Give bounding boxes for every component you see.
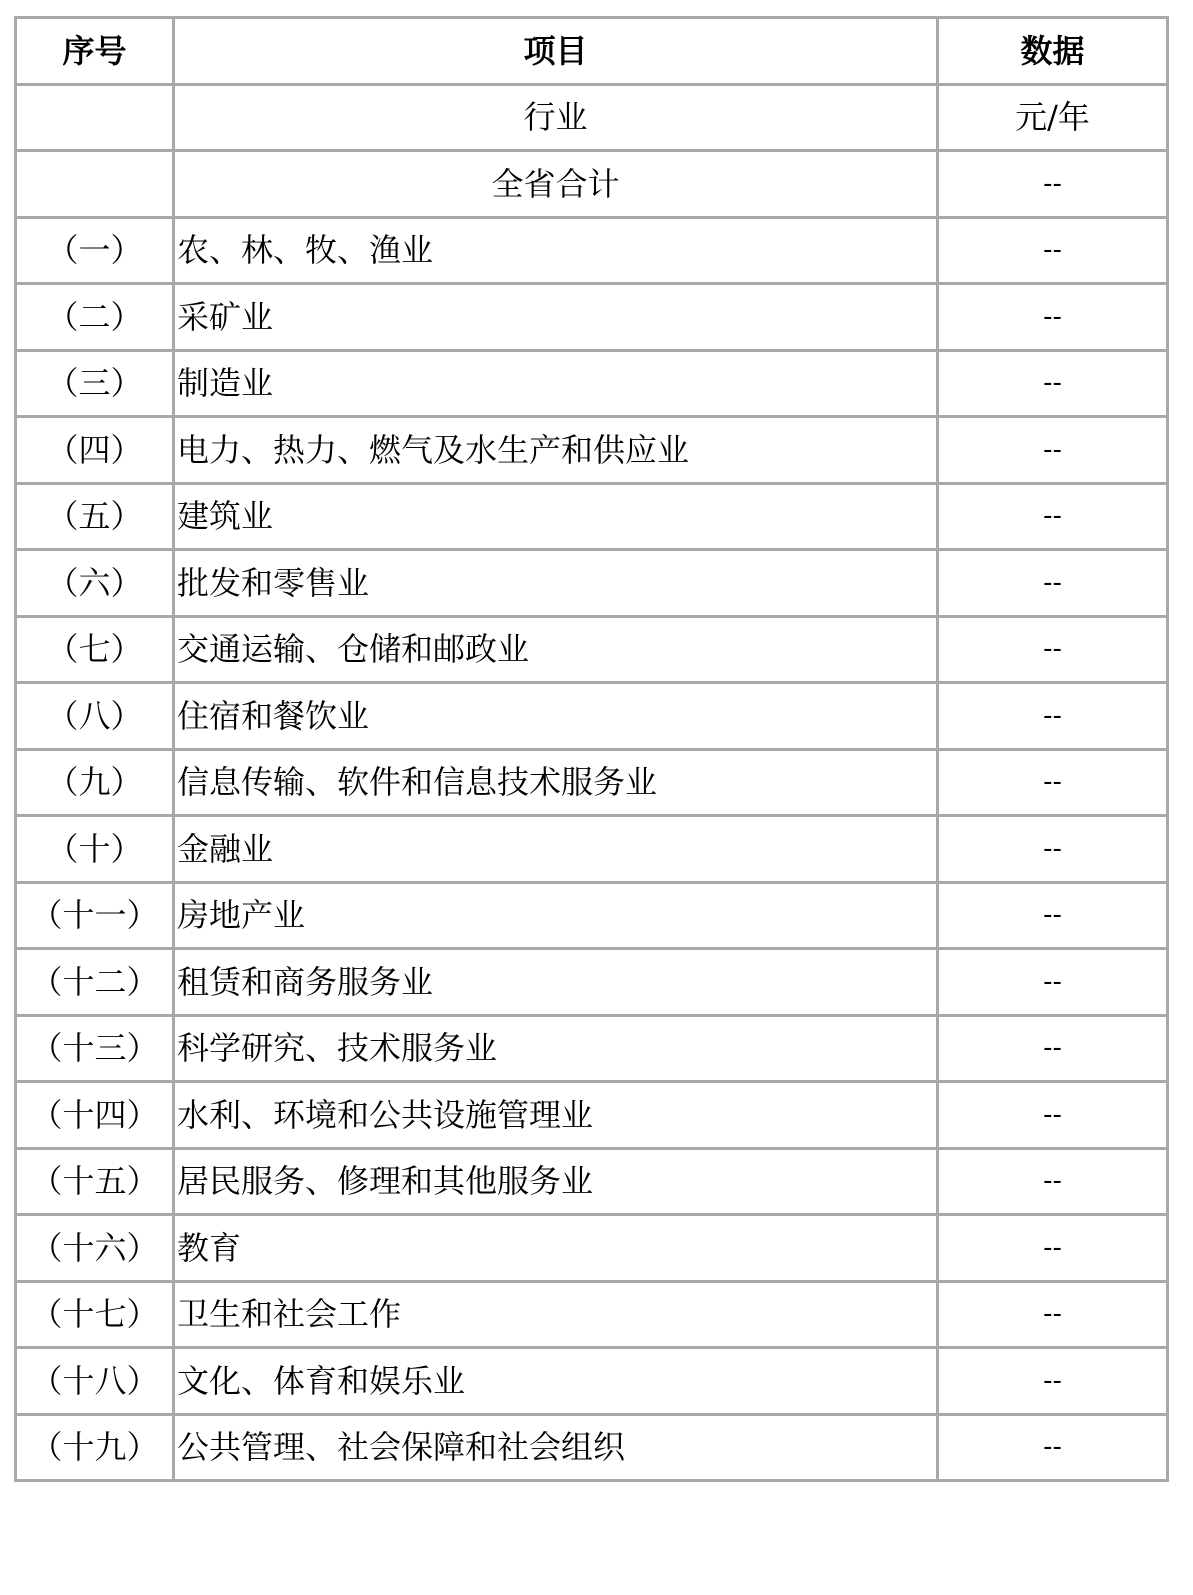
row-no-cell: （六） <box>16 550 174 617</box>
row-value-cell: -- <box>938 1348 1168 1415</box>
row-no-cell: （十三） <box>16 1015 174 1082</box>
table-row <box>16 1082 1168 1149</box>
row-value-cell: -- <box>938 616 1168 683</box>
row-value-cell: -- <box>938 1281 1168 1348</box>
row-no-cell: （三） <box>16 350 174 417</box>
header-row <box>16 18 1168 85</box>
row-value-cell: -- <box>938 1414 1168 1481</box>
row-value-cell: -- <box>938 483 1168 550</box>
row-item-cell: 制造业 <box>174 350 938 417</box>
row-no-cell: （十七） <box>16 1281 174 1348</box>
row-value-cell: -- <box>938 217 1168 284</box>
row-no-cell: （四） <box>16 417 174 484</box>
row-no-cell: （二） <box>16 284 174 351</box>
row-value-cell: -- <box>938 417 1168 484</box>
unit-row-no <box>16 84 174 151</box>
row-item-cell: 电力、热力、燃气及水生产和供应业 <box>174 417 938 484</box>
row-value-cell: -- <box>938 882 1168 949</box>
unit-row-value: 元/年 <box>938 84 1168 151</box>
table-row <box>16 882 1168 949</box>
row-value-cell: -- <box>938 1215 1168 1282</box>
row-value-cell: -- <box>938 749 1168 816</box>
total-row-no <box>16 151 174 218</box>
row-no-cell: （十） <box>16 816 174 883</box>
row-value-cell: -- <box>938 1148 1168 1215</box>
row-value-cell: -- <box>938 1082 1168 1149</box>
row-item-cell: 建筑业 <box>174 483 938 550</box>
table-row <box>16 1148 1168 1215</box>
row-item-cell: 批发和零售业 <box>174 550 938 617</box>
table-row <box>16 1348 1168 1415</box>
row-no-cell: （十八） <box>16 1348 174 1415</box>
header-value: 数据 <box>938 18 1168 85</box>
row-value-cell: -- <box>938 816 1168 883</box>
row-no-cell: （九） <box>16 749 174 816</box>
row-item-cell: 房地产业 <box>174 882 938 949</box>
unit-row <box>16 84 1168 151</box>
row-no-cell: （十九） <box>16 1414 174 1481</box>
row-item-cell: 文化、体育和娱乐业 <box>174 1348 938 1415</box>
table-row <box>16 350 1168 417</box>
total-row-item: 全省合计 <box>174 151 938 218</box>
row-no-cell: （十一） <box>16 882 174 949</box>
table-row <box>16 749 1168 816</box>
row-item-cell: 租赁和商务服务业 <box>174 949 938 1016</box>
row-value-cell: -- <box>938 550 1168 617</box>
row-item-cell: 信息传输、软件和信息技术服务业 <box>174 749 938 816</box>
row-no-cell: （十二） <box>16 949 174 1016</box>
row-no-cell: （七） <box>16 616 174 683</box>
table-row <box>16 417 1168 484</box>
row-item-cell: 卫生和社会工作 <box>174 1281 938 1348</box>
total-row <box>16 151 1168 218</box>
row-item-cell: 金融业 <box>174 816 938 883</box>
row-item-cell: 水利、环境和公共设施管理业 <box>174 1082 938 1149</box>
row-value-cell: -- <box>938 1015 1168 1082</box>
table-row <box>16 1015 1168 1082</box>
table-row <box>16 1215 1168 1282</box>
row-item-cell: 公共管理、社会保障和社会组织 <box>174 1414 938 1481</box>
header-no: 序号 <box>16 18 174 85</box>
table-row <box>16 949 1168 1016</box>
row-item-cell: 农、林、牧、渔业 <box>174 217 938 284</box>
row-item-cell: 采矿业 <box>174 284 938 351</box>
row-value-cell: -- <box>938 683 1168 750</box>
table-row <box>16 616 1168 683</box>
row-value-cell: -- <box>938 949 1168 1016</box>
row-item-cell: 交通运输、仓储和邮政业 <box>174 616 938 683</box>
table-row <box>16 284 1168 351</box>
row-item-cell: 教育 <box>174 1215 938 1282</box>
industry-table-container <box>14 16 1166 1482</box>
row-item-cell: 科学研究、技术服务业 <box>174 1015 938 1082</box>
row-no-cell: （五） <box>16 483 174 550</box>
row-no-cell: （一） <box>16 217 174 284</box>
table-row <box>16 1414 1168 1481</box>
unit-row-item: 行业 <box>174 84 938 151</box>
industry-table <box>14 16 1169 1482</box>
row-no-cell: （十六） <box>16 1215 174 1282</box>
total-row-value: -- <box>938 151 1168 218</box>
table-row <box>16 550 1168 617</box>
table-row <box>16 1281 1168 1348</box>
row-no-cell: （十四） <box>16 1082 174 1149</box>
row-item-cell: 居民服务、修理和其他服务业 <box>174 1148 938 1215</box>
row-no-cell: （八） <box>16 683 174 750</box>
table-row <box>16 483 1168 550</box>
row-item-cell: 住宿和餐饮业 <box>174 683 938 750</box>
row-no-cell: （十五） <box>16 1148 174 1215</box>
table-row <box>16 683 1168 750</box>
table-row <box>16 816 1168 883</box>
header-item: 项目 <box>174 18 938 85</box>
table-row <box>16 217 1168 284</box>
row-value-cell: -- <box>938 284 1168 351</box>
row-value-cell: -- <box>938 350 1168 417</box>
